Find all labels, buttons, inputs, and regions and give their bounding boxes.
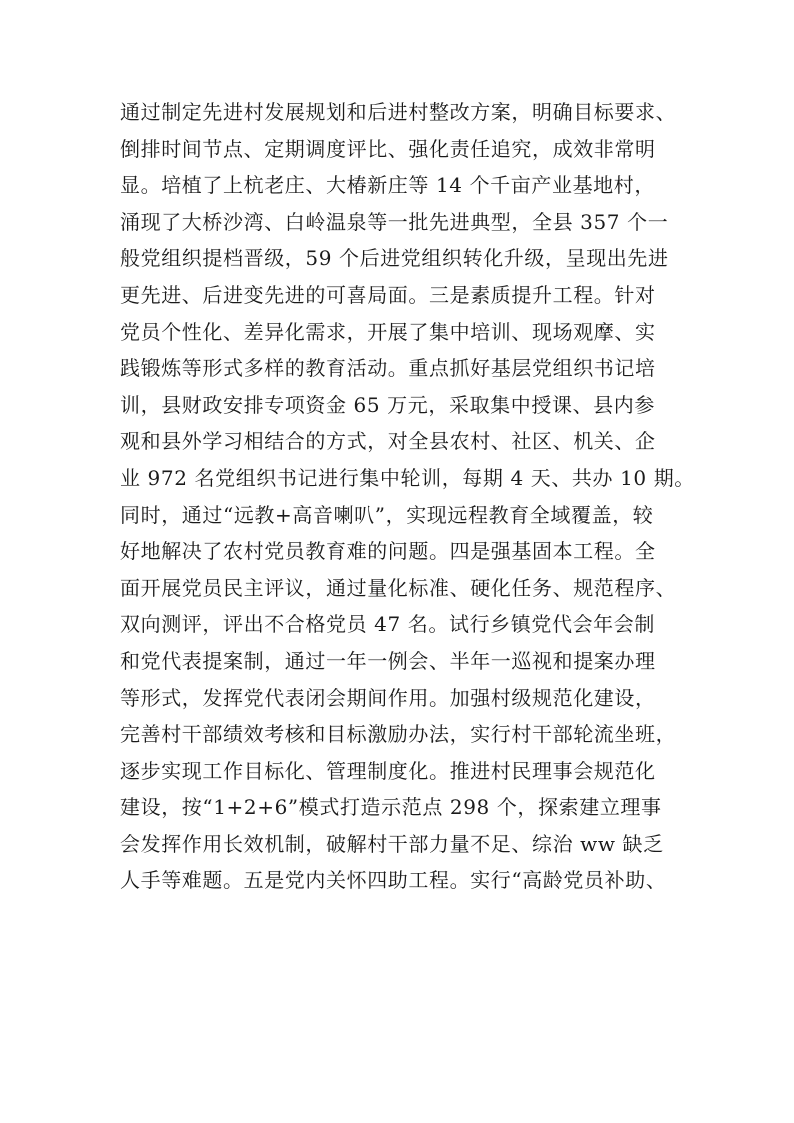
text-line: 训，县财政安排专项资金 65 万元，采取集中授课、县内参 [120,392,655,417]
text-line: 党员个性化、差异化需求，开展了集中培训、现场观摩、实 [120,319,656,344]
text-line: 人手等难题。五是党内关怀四助工程。实行“高龄党员补助、 [120,868,667,893]
text-line: 等形式，发挥党代表闭会期间作用。加强村级规范化建设， [120,685,656,710]
text-line: 更先进、后进变先进的可喜局面。三是素质提升工程。针对 [120,282,656,307]
text-line: 逐步实现工作目标化、管理制度化。推进村民理事会规范化 [120,758,656,783]
text-line: 完善村干部绩效考核和目标激励办法，实行村干部轮流坐班， [120,722,677,747]
text-line: 和党代表提案制，通过一年一例会、半年一巡视和提案办理 [120,648,656,673]
text-line: 业 972 名党组织书记进行集中轮训，每期 4 天、共办 10 期。 [120,465,695,490]
text-line: 会发挥作用长效机制，破解村干部力量不足、综治 ww 缺乏 [120,831,664,856]
text-line: 双向测评，评出不合格党员 47 名。试行乡镇党代会年会制 [120,612,655,637]
text-line: 般党组织提档晋级，59 个后进党组织转化升级，呈现出先进 [120,246,669,271]
text-line: 同时，通过“远教+高音喇叭”，实现远程教育全域覆盖，较 [120,502,654,527]
text-line: 观和县外学习相结合的方式，对全县农村、社区、机关、企 [120,429,656,454]
text-line: 建设，按“1+2+6”模式打造示范点 298 个，探索建立理事 [120,795,662,820]
body-text [120,94,700,899]
text-line: 通过制定先进村发展规划和后进村整改方案，明确目标要求、 [120,100,677,124]
text-line: 倒排时间节点、定期调度评比、强化责任追究，成效非常明 [120,136,656,161]
text-line: 显。培植了上杭老庄、大椿新庄等 14 个千亩产业基地村， [120,173,655,198]
text-line: 涌现了大桥沙湾、白岭温泉等一批先进典型，全县 357 个一 [120,209,669,234]
text-line: 好地解决了农村党员教育难的问题。四是强基固本工程。全 [120,539,656,564]
text-line: 践锻炼等形式多样的教育活动。重点抓好基层党组织书记培 [120,356,656,381]
text-line: 面开展党员民主评议，通过量化标准、硬化任务、规范程序、 [120,575,677,600]
